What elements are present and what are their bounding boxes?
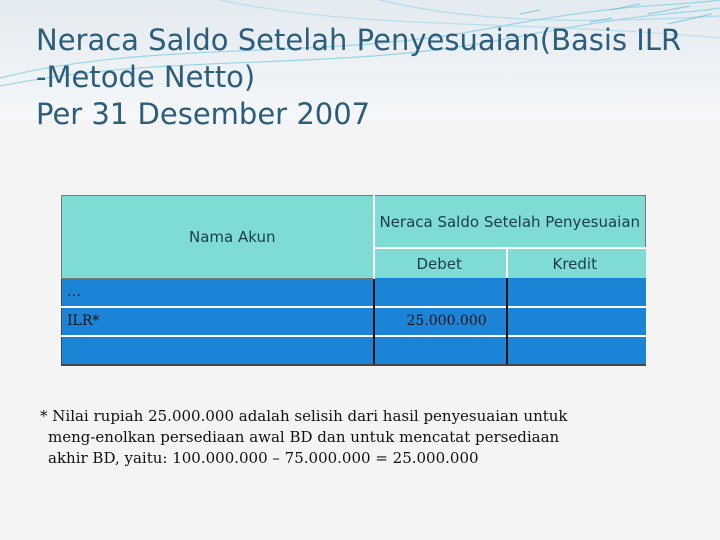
- slide-title: [36, 22, 696, 133]
- row-debit: 25.000.000: [374, 307, 507, 336]
- row-credit: [507, 278, 646, 307]
- row-credit: [507, 336, 646, 365]
- row-account-name: ILR*: [62, 307, 374, 336]
- header-debit: Debet: [374, 248, 507, 278]
- header-account-name: Nama Akun: [62, 196, 374, 279]
- row-debit: [374, 336, 507, 365]
- header-credit: Kredit: [507, 248, 646, 278]
- table-row: [62, 336, 646, 365]
- row-credit: [507, 307, 646, 336]
- table-row: [62, 278, 646, 307]
- trial-balance-table: [61, 195, 645, 363]
- footnote-line-2: meng-enolkan persediaan awal BD dan untuk mencatat persediaan: [48, 428, 560, 446]
- footnote: [40, 406, 680, 469]
- title-line-1: Neraca Saldo Setelah Penyesuaian(Basis ILR: [36, 23, 682, 57]
- header-adjusted-trial-balance: Neraca Saldo Setelah Penyesuaian: [374, 196, 646, 249]
- title-line-3: Per 31 Desember 2007: [36, 97, 371, 131]
- row-account-name: …: [62, 278, 374, 307]
- row-account-name: [62, 336, 374, 365]
- title-line-2: -Metode Netto): [36, 60, 256, 94]
- footnote-line-1: * Nilai rupiah 25.000.000 adalah selisih dari hasil penyesuaian untuk: [40, 407, 568, 425]
- row-debit: [374, 278, 507, 307]
- table-row: [62, 307, 646, 336]
- footnote-line-3: akhir BD, yaitu: 100.000.000 – 75.000.000 = 25.000.000: [48, 449, 479, 467]
